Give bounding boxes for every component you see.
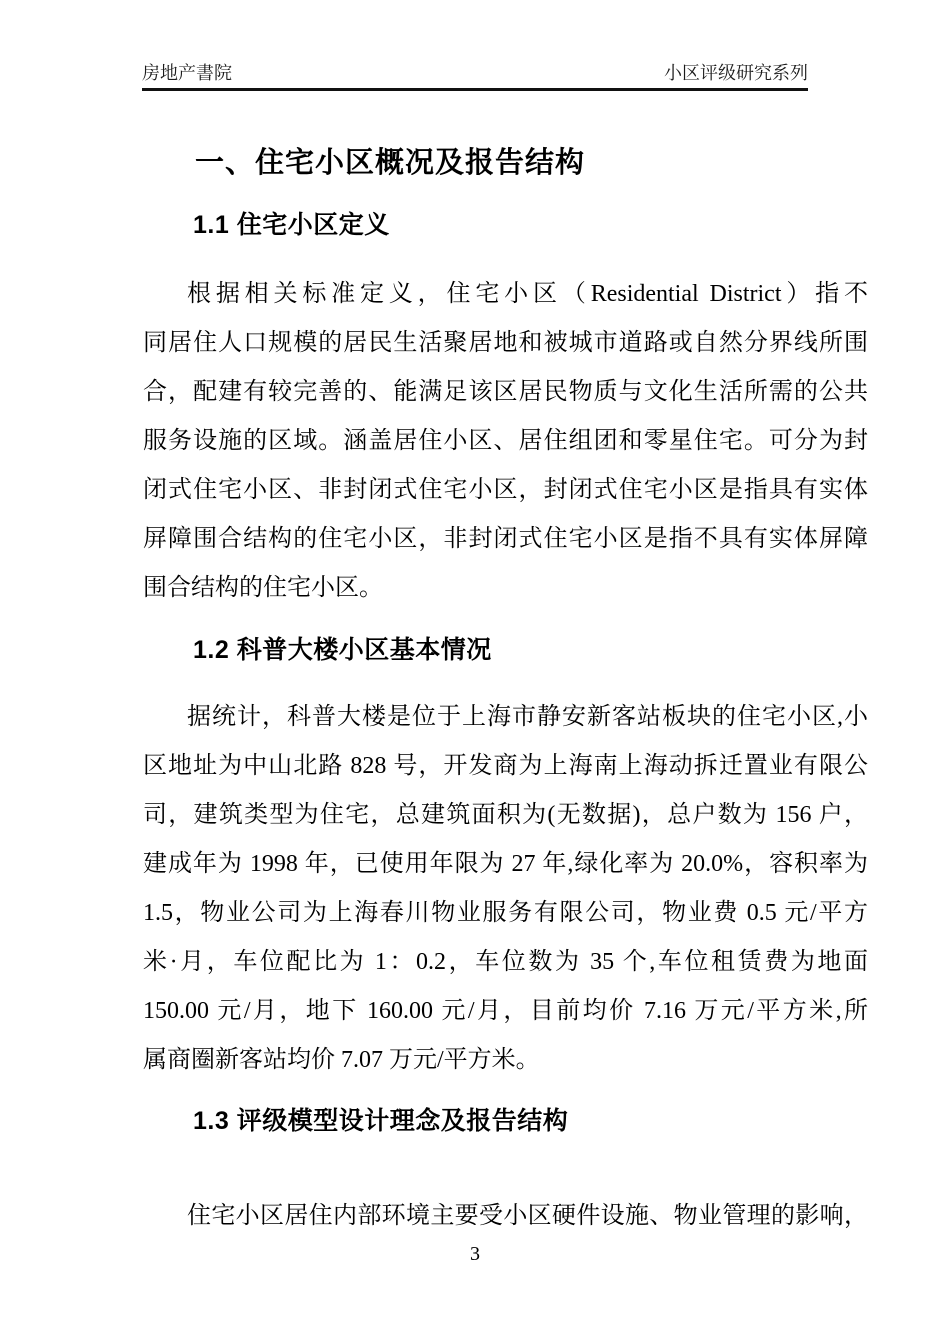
paragraph-line: 住宅小区居住内部环境主要受小区硬件设施、物业管理的影响， [187,1203,868,1229]
paragraph-line: 米·月，车位配比为 1：0.2，车位数为 35 个,车位租赁费为地面 [143,949,868,975]
paragraph-line: 同居住人口规模的居民生活聚居地和被城市道路或自然分界线所围 [143,330,868,356]
section-heading: 1.1 住宅小区定义 [193,211,390,239]
paragraph-line: 闭式住宅小区、非封闭式住宅小区，封闭式住宅小区是指具有实体 [143,477,868,503]
paragraph-line: 屏障围合结构的住宅小区，非封闭式住宅小区是指不具有实体屏障 [143,526,868,552]
paragraph-line: 服务设施的区域。涵盖居住小区、居住组团和零星住宅。可分为封 [143,428,868,454]
paragraph-line: 建成年为 1998 年，已使用年限为 27 年,绿化率为 20.0%，容积率为 [143,851,868,877]
paragraph [143,1192,868,1241]
chapter-title: 一、住宅小区概况及报告结构 [195,147,586,179]
paragraph-line: 围合结构的住宅小区。 [143,575,383,601]
paragraph [143,270,868,613]
paragraph-line: 司，建筑类型为住宅，总建筑面积为(无数据)，总户数为 156 户， [143,802,868,828]
paragraph-line: 区地址为中山北路 828 号，开发商为上海南上海动拆迁置业有限公 [143,753,868,779]
header-left-text: 房地产書院 [142,63,232,83]
paragraph-line: 合，配建有较完善的、能满足该区居民物质与文化生活所需的公共 [143,379,868,405]
paragraph-line: 根据相关标准定义，住宅小区（Residential District）指不 [187,281,868,307]
paragraph-line: 据统计，科普大楼是位于上海市静安新客站板块的住宅小区,小 [187,704,868,730]
page-number: 3 [470,1243,480,1265]
section-heading: 1.3 评级模型设计理念及报告结构 [193,1107,569,1135]
page-header [142,62,808,84]
header-right-text: 小区评级研究系列 [664,63,808,83]
page-footer [0,1242,950,1266]
header-rule-divider [142,88,808,91]
section-heading: 1.2 科普大楼小区基本情况 [193,636,492,664]
paragraph-line: 1.5，物业公司为上海春川物业服务有限公司，物业费 0.5 元/平方 [143,900,868,926]
paragraph-line: 150.00 元/月，地下 160.00 元/月，目前均价 7.16 万元/平方米,所 [143,998,868,1024]
paragraph [143,693,868,1085]
paragraph-line: 属商圈新客站均价 7.07 万元/平方米。 [143,1047,540,1073]
